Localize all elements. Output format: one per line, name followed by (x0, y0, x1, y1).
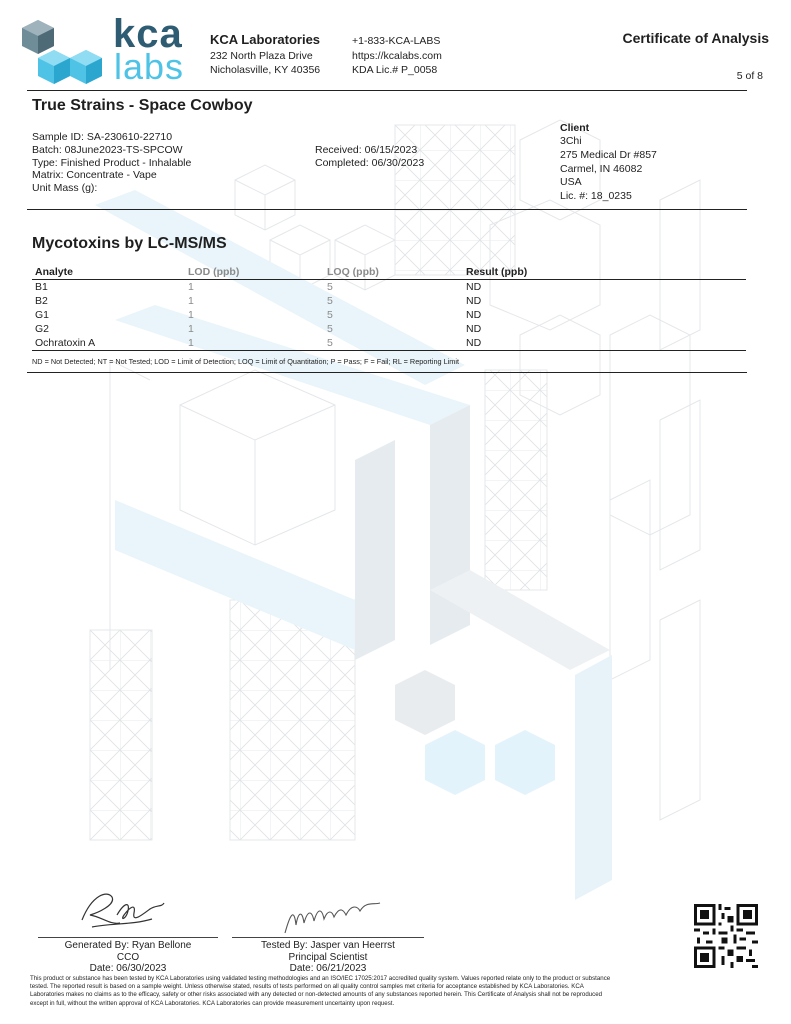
signature-line-right (232, 937, 424, 938)
disclaimer-line: tested. The reported result is based on a sample weight. Unless otherwise stated, results of tests performed on all quality control samples met criteria for acceptance established by KCA Laboratories. KCA (30, 983, 584, 991)
tested-by-block (232, 940, 424, 975)
generated-by-block (38, 940, 218, 975)
cell-result: ND (466, 336, 482, 349)
disclaimer (30, 975, 770, 1008)
abbreviation-legend: ND = Not Detected; NT = Not Tested; LOD = Limit of Detection; LOQ = Limit of Quantitation; P = Pass; F = Fail; RL = Reporting Limit (32, 357, 459, 366)
client-address-line2: Carmel, IN 46082 (560, 163, 643, 175)
sample-completed: Completed: 06/30/2023 (315, 157, 425, 169)
client-country: USA (560, 176, 582, 188)
column-header-result: Result (ppb) (466, 265, 528, 278)
sample-batch: Batch: 08June2023-TS-SPCOW (32, 144, 183, 156)
kca-cube-logo-icon (20, 18, 102, 86)
table-row (32, 336, 746, 351)
cell-analyte: G1 (35, 308, 50, 321)
sample-matrix: Matrix: Concentrate - Vape (32, 169, 157, 181)
cell-lod: 1 (188, 308, 194, 321)
lab-website[interactable]: https://kcalabs.com (352, 50, 442, 62)
generated-by-name: Generated By: Ryan Bellone (64, 940, 192, 951)
sample-type: Type: Finished Product - Inhalable (32, 157, 192, 169)
sample-divider (27, 209, 747, 210)
cell-loq: 5 (327, 336, 333, 349)
table-row (32, 280, 746, 295)
cell-lod: 1 (188, 280, 194, 293)
tested-by-title: Principal Scientist (288, 951, 368, 963)
table-row (32, 308, 746, 322)
logo-wordmark-kca: kca (113, 12, 183, 56)
qr-code-icon[interactable] (694, 904, 758, 968)
tested-by-name: Tested By: Jasper van Heerrst (261, 940, 395, 951)
column-header-loq: LOQ (ppb) (327, 265, 379, 278)
cell-loq: 5 (327, 280, 333, 293)
page-number: 5 of 8 (736, 70, 763, 82)
disclaimer-line: This product or substance has been tested by KCA Laboratories using validated testing methodologies and an ISO/IEC 17025:2017 accredited quality system. Values reported relate only to the product or substance (30, 975, 611, 982)
product-name: True Strains - Space Cowboy (32, 97, 253, 114)
lab-address-line2: Nicholasville, KY 40356 (210, 64, 321, 76)
signature-ryan-bellone (72, 885, 182, 935)
cell-analyte: B2 (35, 294, 48, 307)
document-title: Certificate of Analysis (622, 30, 769, 46)
table-row (32, 322, 746, 336)
section-title: Mycotoxins by LC-MS/MS (32, 235, 227, 252)
logo-wordmark-labs: labs (114, 46, 185, 87)
sample-unit-mass: Unit Mass (g): (32, 182, 98, 194)
cell-lod: 1 (188, 294, 194, 307)
client-heading: Client (560, 122, 590, 134)
generated-by-date: Date: 06/30/2023 (89, 963, 167, 974)
client-license: Lic. #: 18_0235 (560, 190, 632, 202)
disclaimer-line: except in full, without the written approval of KCA Laboratories. KCA Laboratories can provide measurement uncertainty upon request. (30, 999, 395, 1007)
cell-lod: 1 (188, 336, 194, 349)
lab-name: KCA Laboratories (210, 32, 321, 47)
column-header-lod: LOD (ppb) (188, 265, 240, 278)
disclaimer-line: Laboratories makes no claims as to the efficacy, safety or other risks associated with any detected or non-detected amounts of any substances reported herein. This Certificate of Analysis shall not be reproduced (30, 991, 603, 999)
cell-analyte: G2 (35, 322, 50, 335)
cell-loq: 5 (327, 294, 333, 307)
cell-analyte: Ochratoxin A (35, 336, 96, 349)
cell-loq: 5 (327, 322, 333, 335)
client-address-line1: 275 Medical Dr #857 (560, 149, 657, 161)
lab-license: KDA Lic.# P_0058 (352, 64, 438, 76)
sample-id: Sample ID: SA-230610-22710 (32, 131, 173, 143)
lab-address-line1: 232 North Plaza Drive (210, 50, 313, 62)
cell-result: ND (466, 322, 482, 335)
cell-lod: 1 (188, 322, 194, 335)
cell-loq: 5 (327, 308, 333, 321)
client-name: 3Chi (560, 135, 582, 147)
table-header-row (32, 265, 746, 280)
cell-result: ND (466, 280, 482, 293)
cell-analyte: B1 (35, 280, 48, 293)
legend-divider (27, 372, 747, 373)
signature-jasper-van-heerrst (280, 895, 390, 940)
lab-phone: +1-833-KCA-LABS (352, 35, 441, 47)
column-header-analyte: Analyte (35, 265, 73, 278)
generated-by-title: CCO (116, 951, 140, 963)
header-divider (27, 90, 747, 91)
cell-result: ND (466, 308, 482, 321)
mycotoxin-results-table (32, 265, 746, 351)
table-row (32, 294, 746, 308)
cell-result: ND (466, 294, 482, 307)
tested-by-date: Date: 06/21/2023 (289, 963, 367, 974)
signature-line-left (38, 937, 218, 938)
sample-received: Received: 06/15/2023 (315, 144, 418, 156)
